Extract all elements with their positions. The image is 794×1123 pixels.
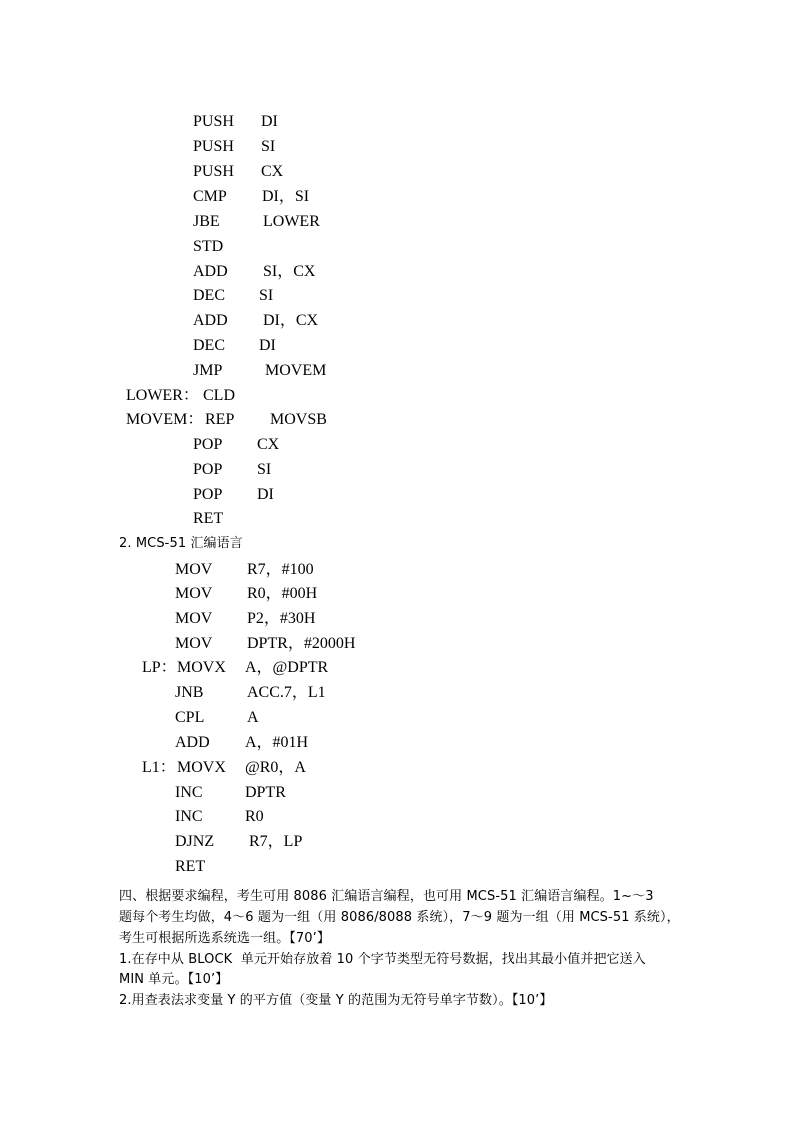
operand: R7，#100 xyxy=(247,561,314,578)
operand: A，#01H xyxy=(245,734,309,751)
operand: ACC.7，L1 xyxy=(247,684,326,701)
opcode: ADD xyxy=(175,734,210,751)
opcode: PUSH xyxy=(193,138,234,155)
section-heading: 2. MCS-51 汇编语言 xyxy=(119,536,243,551)
operand: SI xyxy=(257,461,272,478)
code-line xyxy=(0,135,794,159)
operand: DI，SI xyxy=(262,188,310,205)
code-line xyxy=(0,731,794,755)
opcode: RET xyxy=(193,510,224,527)
code-line xyxy=(0,235,794,259)
code-line xyxy=(0,706,794,730)
operand: A xyxy=(247,709,259,726)
operand: MOVEM xyxy=(265,362,327,379)
opcode: CLD xyxy=(203,387,235,404)
code-line xyxy=(0,582,794,606)
code-line xyxy=(0,558,794,582)
opcode: MOVX xyxy=(177,659,226,676)
code-label: LP： xyxy=(142,659,177,676)
opcode: POP xyxy=(193,461,223,478)
code-line xyxy=(0,483,794,507)
operand: CX xyxy=(257,436,280,453)
section-4-intro-line: 题每个考生均做，4～6 题为一组（用 8086/8088 系统），7～9 题为一组（用 MCS-51 系统）， xyxy=(119,910,680,925)
question-1-line: 1.在存中从 BLOCK 单元开始存放着 10 个字节类型无符号数据，找出其最小值并把它送入 xyxy=(119,952,646,967)
code-line xyxy=(0,507,794,531)
section-4-intro-line: 四、根据要求编程，考生可用 8086 汇编语言编程，也可用 MCS-51 汇编语言编程。1~～3 xyxy=(119,889,654,904)
opcode: DEC xyxy=(193,287,225,304)
code-line xyxy=(0,433,794,457)
code-line xyxy=(0,855,794,879)
operand: DI xyxy=(257,486,274,503)
operand: DI，CX xyxy=(263,312,319,329)
operand: P2，#30H xyxy=(247,610,316,627)
code-line xyxy=(0,830,794,854)
opcode: PUSH xyxy=(193,113,234,130)
code-line xyxy=(0,607,794,631)
code-line xyxy=(0,781,794,805)
code-line xyxy=(0,681,794,705)
opcode: POP xyxy=(193,486,223,503)
code-line xyxy=(0,632,794,656)
code-label: L1： xyxy=(142,759,176,776)
opcode: JNB xyxy=(175,684,204,701)
operand: MOVSB xyxy=(270,411,327,428)
opcode: INC xyxy=(175,808,203,825)
operand: LOWER xyxy=(263,213,320,230)
opcode: DEC xyxy=(193,337,225,354)
operand: SI xyxy=(261,138,276,155)
operand: SI，CX xyxy=(263,263,316,280)
code-line xyxy=(0,408,794,432)
code-label: LOWER： xyxy=(126,387,199,404)
operand: A，@DPTR xyxy=(245,659,329,676)
operand: DI xyxy=(259,337,276,354)
question-1-line: MIN 单元。【10’】 xyxy=(119,972,229,987)
code-line xyxy=(0,805,794,829)
code-line xyxy=(0,458,794,482)
operand: R0 xyxy=(245,808,264,825)
code-line xyxy=(0,334,794,358)
code-line xyxy=(0,110,794,134)
opcode: MOV xyxy=(175,585,213,602)
operand: DPTR，#2000H xyxy=(247,635,356,652)
opcode: RET xyxy=(175,858,206,875)
opcode: MOV xyxy=(175,561,213,578)
opcode: JBE xyxy=(193,213,220,230)
operand: R7，LP xyxy=(249,833,303,850)
opcode: INC xyxy=(175,784,203,801)
opcode: MOV xyxy=(175,635,213,652)
opcode: JMP xyxy=(193,362,223,379)
operand: SI xyxy=(259,287,274,304)
opcode: POP xyxy=(193,436,223,453)
opcode: STD xyxy=(193,238,224,255)
operand: DPTR xyxy=(245,784,286,801)
opcode: MOVX xyxy=(177,759,226,776)
opcode: DJNZ xyxy=(175,833,215,850)
code-line xyxy=(0,160,794,184)
opcode: ADD xyxy=(193,263,228,280)
code-line xyxy=(0,656,794,680)
operand: DI xyxy=(261,113,278,130)
opcode: CPL xyxy=(175,709,205,726)
opcode: MOV xyxy=(175,610,213,627)
question-2: 2.用查表法求变量 Y 的平方值（变量 Y 的范围为无符号单字节数）。【10’】 xyxy=(119,993,553,1008)
opcode: REP xyxy=(205,411,235,428)
code-line xyxy=(0,756,794,780)
section-4-intro-line: 考生可根据所选系统选一组。【70’】 xyxy=(119,931,330,946)
opcode: PUSH xyxy=(193,163,234,180)
operand: R0，#00H xyxy=(247,585,318,602)
operand: @R0，A xyxy=(245,759,306,776)
opcode: CMP xyxy=(193,188,227,205)
code-line xyxy=(0,309,794,333)
code-line xyxy=(0,359,794,383)
operand: CX xyxy=(261,163,284,180)
opcode: ADD xyxy=(193,312,228,329)
code-label: MOVEM： xyxy=(126,411,204,428)
code-line xyxy=(0,185,794,209)
code-line xyxy=(0,284,794,308)
code-line xyxy=(0,210,794,234)
code-line xyxy=(0,384,794,408)
code-line xyxy=(0,260,794,284)
